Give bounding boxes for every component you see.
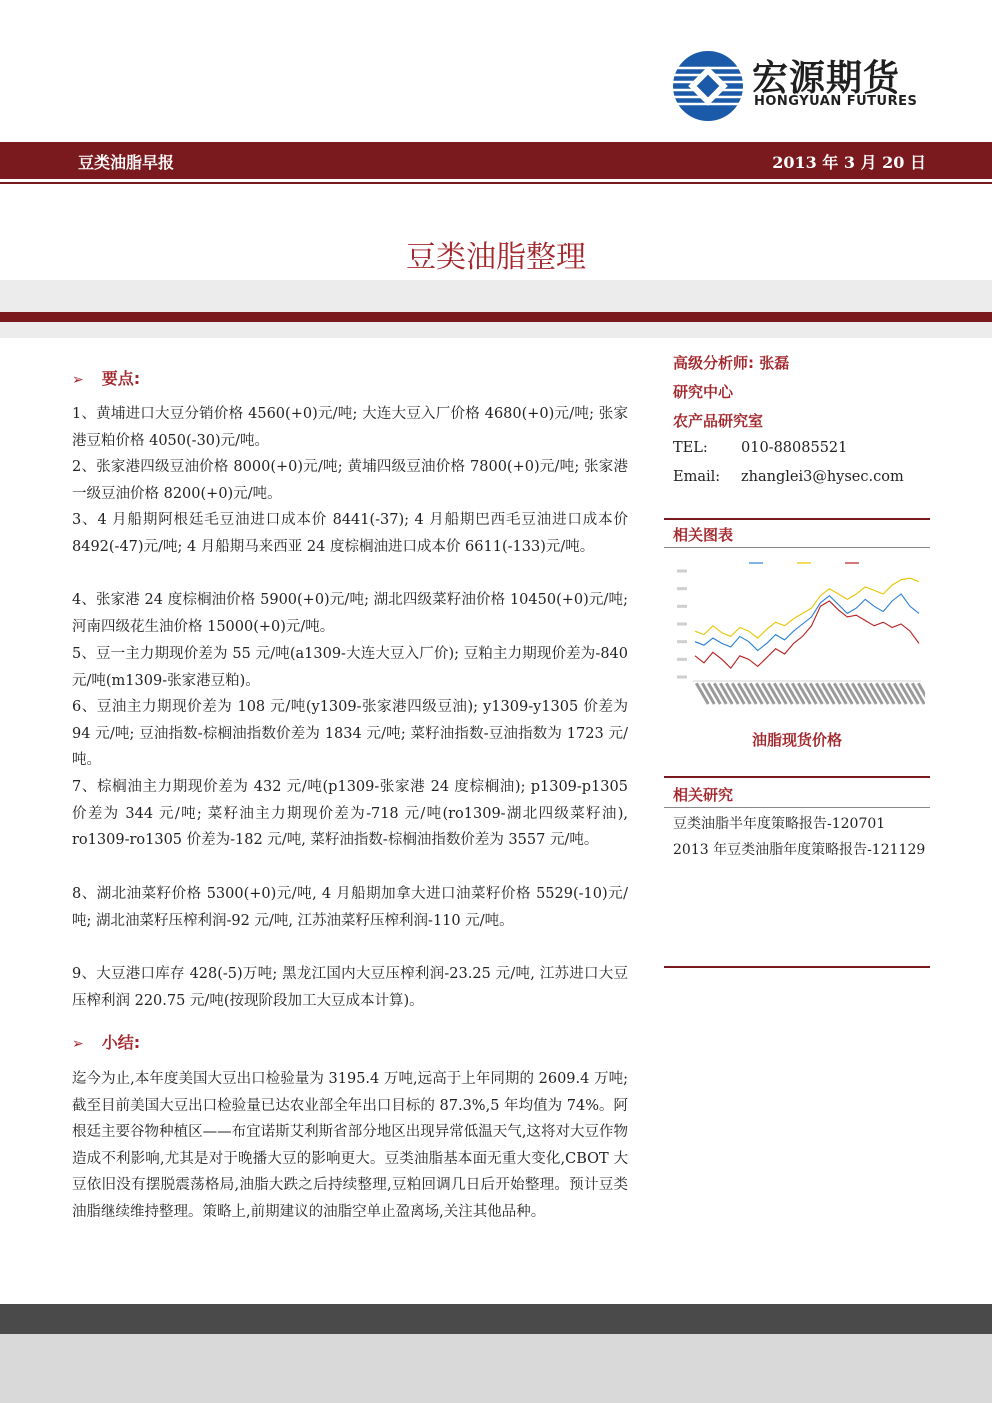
- page-title: 豆类油脂整理: [406, 240, 586, 275]
- email-label: Email:: [673, 469, 721, 485]
- dept-agri-lab: 农产品研究室: [673, 412, 764, 430]
- related-research-heading: 相关研究: [673, 786, 734, 804]
- chart-caption: 油脂现货价格: [751, 731, 842, 749]
- research-link-2[interactable]: 2013 年豆类油脂年度策略报告-121129: [673, 842, 926, 858]
- report-date: 2013 年 3 月 20 日: [772, 153, 926, 172]
- tel-value: 010-88085521: [741, 440, 848, 456]
- footer-bar: [0, 1304, 992, 1334]
- key-point-2: 2、张家港四级豆油价格 8000(+0)元/吨; 黄埔四级豆油价格 7800(+0)元/吨; 张家港一级豆油价格 8200(+0)元/吨。: [72, 459, 628, 502]
- related-chart-underline: [664, 547, 930, 548]
- chart-y-tick: [677, 587, 687, 590]
- tel-label: TEL:: [673, 440, 708, 456]
- footer-band: [0, 1334, 992, 1403]
- brand-name-cn: 宏源期货: [752, 58, 901, 99]
- summary-text: 迄今为止,本年度美国大豆出口检验量为 3195.4 万吨,远高于上年同期的 2609.4 万吨;截至目前美国大豆出口检验量已达农业部全年出口目标的 87.3%,5 年均值为 74%。阿根廷主要谷物种植区——布宜诺斯艾利斯省部分地区出现异常低温天气,这将对大豆作物造成不利影响,尤其是对于晚播大豆的影响更大。豆类油脂基本面无重大变化,CBOT 大豆依旧没有摆脱震荡格局,油脂大跌之后持续整理,豆粕回调几日后开始整理。预计豆类油脂继续维持整理。策略上,前期建议的油脂空单止盈离场,关注其他品种。: [72, 1071, 628, 1220]
- key-point-8: 8、湖北油菜籽价格 5300(+0)元/吨, 4 月船期加拿大进口油菜籽价格 5529(-10)元/吨; 湖北油菜籽压榨利润-92 元/吨, 江苏油菜籽压榨利润-110 元/吨。: [72, 886, 628, 929]
- key-point-6: 6、豆油主力期现价差为 108 元/吨(y1309-张家港四级豆油); y1309-y1305 价差为 94 元/吨; 豆油指数-棕榈油指数价差为 1834 元/吨; 菜籽油指数-豆油指数为 1723 元/吨。: [72, 699, 628, 769]
- related-chart-rule: [664, 518, 930, 520]
- chart-y-tick: [677, 605, 687, 608]
- chart-y-tick: [677, 623, 687, 626]
- related-research-underline: [664, 807, 930, 808]
- key-point-1: 1、黄埔进口大豆分销价格 4560(+0)元/吨; 大连大豆入厂价格 4680(+0)元/吨; 张家港豆粕价格 4050(-30)元/吨。: [72, 406, 628, 449]
- key-point-9: 9、大豆港口库存 428(-5)万吨; 黑龙江国内大豆压榨利润-23.25 元/吨, 江苏进口大豆压榨利润 220.75 元/吨(按现阶段加工大豆成本计算)。: [72, 966, 628, 1009]
- email-value[interactable]: zhanglei3@hysec.com: [741, 469, 904, 485]
- related-research-rule: [664, 776, 930, 778]
- related-chart-heading: 相关图表: [673, 526, 734, 544]
- right-column-bottom-rule: [664, 966, 930, 968]
- oil-spot-price-chart: [673, 553, 925, 718]
- chart-y-tick: [677, 658, 687, 661]
- arrow-bullet-icon: ➢: [72, 1036, 84, 1052]
- brand-name-en: HONGYUAN FUTURES: [754, 94, 918, 109]
- chart-y-tick: [677, 640, 687, 643]
- report-type: 豆类油脂早报: [78, 153, 175, 172]
- chart-y-tick: [677, 676, 687, 679]
- analyst-name: 高级分析师: 张磊: [673, 354, 790, 372]
- body-top-band: [0, 322, 992, 338]
- chart-y-tick: [677, 570, 687, 573]
- key-points-heading: ➢ 要点:: [72, 369, 141, 388]
- arrow-bullet-icon: ➢: [72, 372, 84, 388]
- key-point-4: 4、张家港 24 度棕榈油价格 5900(+0)元/吨; 湖北四级菜籽油价格 10450(+0)元/吨; 河南四级花生油价格 15000(+0)元/吨。: [72, 592, 628, 635]
- key-point-7: 7、棕榈油主力期现价差为 432 元/吨(p1309-张家港 24 度棕榈油); p1309-p1305 价差为 344 元/吨; 菜籽油主力期现价差为-718 元/吨(ro1309-湖北四级菜籽油), ro1309-ro1305 价差为-182 元/吨, 菜籽油指数-棕榈油指数价差为 3557 元/吨。: [72, 779, 628, 849]
- research-link-1[interactable]: 豆类油脂半年度策略报告-120701: [673, 816, 886, 832]
- summary-heading: ➢ 小结:: [72, 1033, 141, 1052]
- hongyuan-logo: [672, 50, 744, 122]
- key-point-3: 3、4 月船期阿根廷毛豆油进口成本价 8441(-37); 4 月船期巴西毛豆油进口成本价 8492(-47)元/吨; 4 月船期马来西亚 24 度棕榈油进口成本价 6611(-133)元/吨。: [72, 512, 628, 555]
- key-point-5: 5、豆一主力期现价差为 55 元/吨(a1309-大连大豆入厂价); 豆粕主力期现价差为-840 元/吨(m1309-张家港豆粕)。: [72, 646, 628, 689]
- dept-research-center: 研究中心: [673, 383, 734, 401]
- title-divider: [0, 312, 992, 322]
